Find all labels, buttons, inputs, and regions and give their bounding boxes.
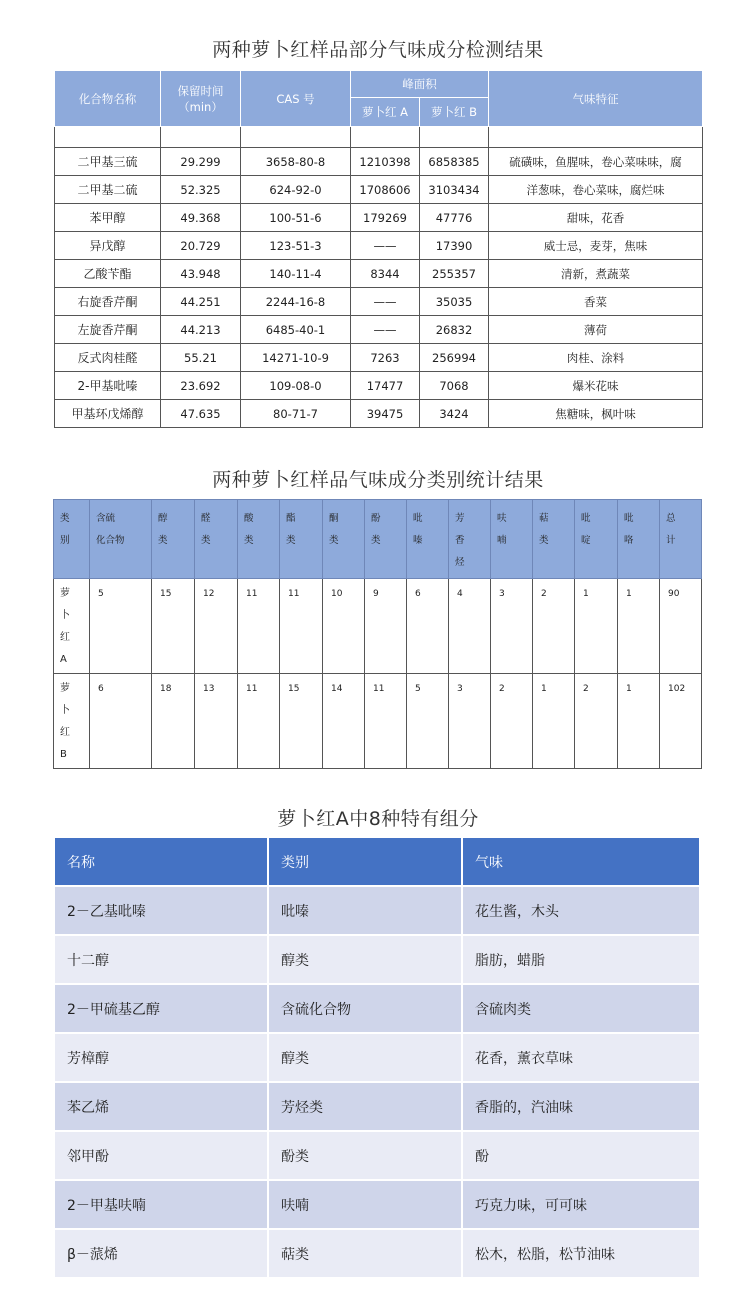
category-header [152,500,195,579]
col-sample-a: 萝卜红 A [351,98,420,127]
header-text: 化合物 [96,535,125,546]
header-text: 醛 [201,513,211,524]
table-row [55,1083,699,1130]
cas-number-cell: 80-71-7 [241,400,351,428]
header-text: 类 [329,535,339,546]
sample-label-text: A [60,654,67,665]
header-text: 吡 [413,513,423,524]
name-cell: 芳樟醇 [55,1034,267,1081]
header-text: 别 [60,535,70,546]
odor-cell: 洋葱味，卷心菜味，腐烂味 [489,176,703,204]
compound-name-cell: 右旋香芹酮 [55,288,161,316]
count-cell: 15 [152,579,195,674]
header-text: 咯 [624,535,634,546]
header-text: 萜 [539,513,549,524]
table-row [55,344,703,372]
name-cell: 邻甲酚 [55,1132,267,1179]
odor-cell: 威士忌，麦芽，焦味 [489,232,703,260]
table-row [55,372,703,400]
header-text: 类 [371,535,381,546]
peak-area-a-cell: —— [351,288,420,316]
sample-label-text: 卜 [60,610,70,621]
compound-name-cell: 2-甲基吡嗪 [55,372,161,400]
count-cell: 11 [280,579,323,674]
col-retention-time [161,71,241,127]
cas-number-cell: 109-08-0 [241,372,351,400]
col-peak-area: 峰面积 [351,71,489,98]
col-category: 类别 [269,838,461,885]
cas-number-cell: 140-11-4 [241,260,351,288]
category-header [533,500,575,579]
peak-area-b-cell: 26832 [420,316,489,344]
count-cell: 4 [449,579,491,674]
count-cell: 15 [280,674,323,769]
retention-time-cell: 43.948 [161,260,241,288]
table-row [55,176,703,204]
compound-name-cell: 左旋香芹酮 [55,316,161,344]
count-cell: 5 [90,579,152,674]
peak-area-a-cell: 17477 [351,372,420,400]
retention-time-cell: 20.729 [161,232,241,260]
odor-cell: 香脂的，汽油味 [463,1083,699,1130]
count-cell: 3 [449,674,491,769]
table-row [54,674,702,769]
peak-area-a-cell: 7263 [351,344,420,372]
table-row [55,985,699,1032]
category-cell: 萜类 [269,1230,461,1277]
table3-title: 萝卜红A中8种特有组分 [277,808,479,830]
count-cell: 90 [660,579,702,674]
peak-area-b-cell: 35035 [420,288,489,316]
table-row [55,936,699,983]
odor-cell: 硫磺味，鱼腥味，卷心菜味味，腐 [489,148,703,176]
retention-time-cell: 55.21 [161,344,241,372]
header-text: 嗪 [413,535,423,546]
table-row [55,288,703,316]
table-spacer-row [55,127,703,148]
odor-cell: 巧克力味，可可味 [463,1181,699,1228]
category-header [323,500,365,579]
sample-label-cell [54,579,90,674]
cas-number-cell: 624-92-0 [241,176,351,204]
count-cell: 1 [618,674,660,769]
count-cell: 14 [323,674,365,769]
category-cell: 含硫化合物 [269,985,461,1032]
category-header [449,500,491,579]
peak-area-a-cell: 179269 [351,204,420,232]
peak-area-a-cell: —— [351,316,420,344]
peak-area-b-cell: 47776 [420,204,489,232]
count-cell: 5 [407,674,449,769]
count-cell: 12 [195,579,238,674]
table-row [55,204,703,232]
category-stats-table [53,499,702,769]
compound-name-cell: 乙酸苄酯 [55,260,161,288]
header-text: 吡 [581,513,591,524]
compound-name-cell: 苯甲醇 [55,204,161,232]
count-cell: 3 [491,579,533,674]
odor-cell: 酚 [463,1132,699,1179]
odor-cell: 薄荷 [489,316,703,344]
peak-area-b-cell: 7068 [420,372,489,400]
category-header [365,500,407,579]
category-cell: 醇类 [269,936,461,983]
header-text: 计 [666,535,676,546]
table-row [55,232,703,260]
header-text: 类 [201,535,211,546]
col-compound-name: 化合物名称 [55,71,161,127]
header-text: 类 [286,535,296,546]
retention-time-cell: 44.213 [161,316,241,344]
retention-unit: （min） [178,99,223,114]
table-row [55,148,703,176]
retention-time-cell: 49.368 [161,204,241,232]
name-cell: 2－甲基呋喃 [55,1181,267,1228]
odor-cell: 焦糖味，枫叶味 [489,400,703,428]
header-text: 含硫 [96,513,116,524]
odor-cell: 花香，薰衣草味 [463,1034,699,1081]
sample-label-text: 红 [60,727,70,738]
retention-label: 保留时间 [177,83,224,98]
header-text: 类 [60,513,70,524]
peak-area-b-cell: 256994 [420,344,489,372]
compound-name-cell: 二甲基三硫 [55,148,161,176]
name-cell: 2－甲硫基乙醇 [55,985,267,1032]
category-header [660,500,702,579]
header-text: 酚 [371,513,381,524]
count-cell: 6 [407,579,449,674]
name-cell: 苯乙烯 [55,1083,267,1130]
table-row [55,887,699,934]
count-cell: 10 [323,579,365,674]
odor-cell: 甜味，花香 [489,204,703,232]
header-text: 类 [244,535,254,546]
count-cell: 9 [365,579,407,674]
category-header [54,500,90,579]
name-cell: β－蒎烯 [55,1230,267,1277]
odor-cell: 花生酱，木头 [463,887,699,934]
retention-time-cell: 47.635 [161,400,241,428]
count-cell: 2 [491,674,533,769]
odor-components-table [54,70,703,428]
peak-area-a-cell: 1708606 [351,176,420,204]
category-header [618,500,660,579]
table-row [55,1181,699,1228]
name-cell: 十二醇 [55,936,267,983]
count-cell: 1 [575,579,618,674]
category-header [407,500,449,579]
count-cell: 1 [533,674,575,769]
compound-name-cell: 异戊醇 [55,232,161,260]
header-text: 香 [455,535,465,546]
cas-number-cell: 100-51-6 [241,204,351,232]
col-cas-number: CAS 号 [241,71,351,127]
header-text: 芳 [455,513,465,524]
odor-cell: 松木，松脂，松节油味 [463,1230,699,1277]
compound-name-cell: 二甲基二硫 [55,176,161,204]
count-cell: 13 [195,674,238,769]
odor-cell: 脂肪，蜡脂 [463,936,699,983]
category-cell: 呋喃 [269,1181,461,1228]
peak-area-a-cell: —— [351,232,420,260]
peak-area-b-cell: 6858385 [420,148,489,176]
count-cell: 11 [238,579,280,674]
odor-cell: 肉桂、涂料 [489,344,703,372]
category-header [280,500,323,579]
col-odor: 气味 [463,838,699,885]
odor-cell: 含硫肉类 [463,985,699,1032]
category-cell: 芳烃类 [269,1083,461,1130]
header-text: 醇 [158,513,168,524]
compound-name-cell: 反式肉桂醛 [55,344,161,372]
retention-time-cell: 52.325 [161,176,241,204]
count-cell: 11 [238,674,280,769]
category-header [238,500,280,579]
table-row [55,400,703,428]
cas-number-cell: 123-51-3 [241,232,351,260]
table1-title: 两种萝卜红样品部分气味成分检测结果 [212,39,544,61]
cas-number-cell: 2244-16-8 [241,288,351,316]
table-row [55,1230,699,1277]
table2-title: 两种萝卜红样品气味成分类别统计结果 [212,469,544,491]
cas-number-cell: 3658-80-8 [241,148,351,176]
name-cell: 2－乙基吡嗪 [55,887,267,934]
header-text: 酯 [286,513,296,524]
cas-number-cell: 14271-10-9 [241,344,351,372]
header-text: 总 [666,513,676,524]
unique-components-table [53,836,701,1279]
odor-cell: 清新，煮蔬菜 [489,260,703,288]
category-header [575,500,618,579]
header-text: 喃 [497,535,507,546]
count-cell: 102 [660,674,702,769]
table-row [55,1132,699,1179]
header-text: 啶 [581,535,591,546]
header-text: 酮 [329,513,339,524]
peak-area-a-cell: 8344 [351,260,420,288]
count-cell: 2 [533,579,575,674]
category-header [195,500,238,579]
peak-area-b-cell: 255357 [420,260,489,288]
count-cell: 1 [618,579,660,674]
retention-time-cell: 23.692 [161,372,241,400]
col-name: 名称 [55,838,267,885]
category-cell: 醇类 [269,1034,461,1081]
table-row [54,579,702,674]
header-text: 酸 [244,513,254,524]
table-row [55,1034,699,1081]
odor-cell: 香菜 [489,288,703,316]
header-text: 呋 [497,513,507,524]
sample-label-text: 萝 [60,683,70,694]
peak-area-b-cell: 3103434 [420,176,489,204]
table-row [55,316,703,344]
sample-label-text: B [60,749,67,760]
cas-number-cell: 6485-40-1 [241,316,351,344]
count-cell: 6 [90,674,152,769]
peak-area-b-cell: 17390 [420,232,489,260]
sample-label-text: 卜 [60,705,70,716]
count-cell: 18 [152,674,195,769]
odor-cell: 爆米花味 [489,372,703,400]
peak-area-b-cell: 3424 [420,400,489,428]
sample-label-cell [54,674,90,769]
header-text: 类 [539,535,549,546]
col-sample-b: 萝卜红 B [420,98,489,127]
table-row [55,260,703,288]
compound-name-cell: 甲基环戊烯醇 [55,400,161,428]
retention-time-cell: 44.251 [161,288,241,316]
header-text: 烃 [455,557,465,568]
category-cell: 酚类 [269,1132,461,1179]
category-header [491,500,533,579]
count-cell: 2 [575,674,618,769]
header-text: 类 [158,535,168,546]
header-text: 吡 [624,513,634,524]
col-odor-feature: 气味特征 [489,71,703,127]
peak-area-a-cell: 1210398 [351,148,420,176]
retention-time-cell: 29.299 [161,148,241,176]
sample-label-text: 萝 [60,588,70,599]
sample-label-text: 红 [60,632,70,643]
peak-area-a-cell: 39475 [351,400,420,428]
category-header [90,500,152,579]
category-cell: 吡嗪 [269,887,461,934]
count-cell: 11 [365,674,407,769]
